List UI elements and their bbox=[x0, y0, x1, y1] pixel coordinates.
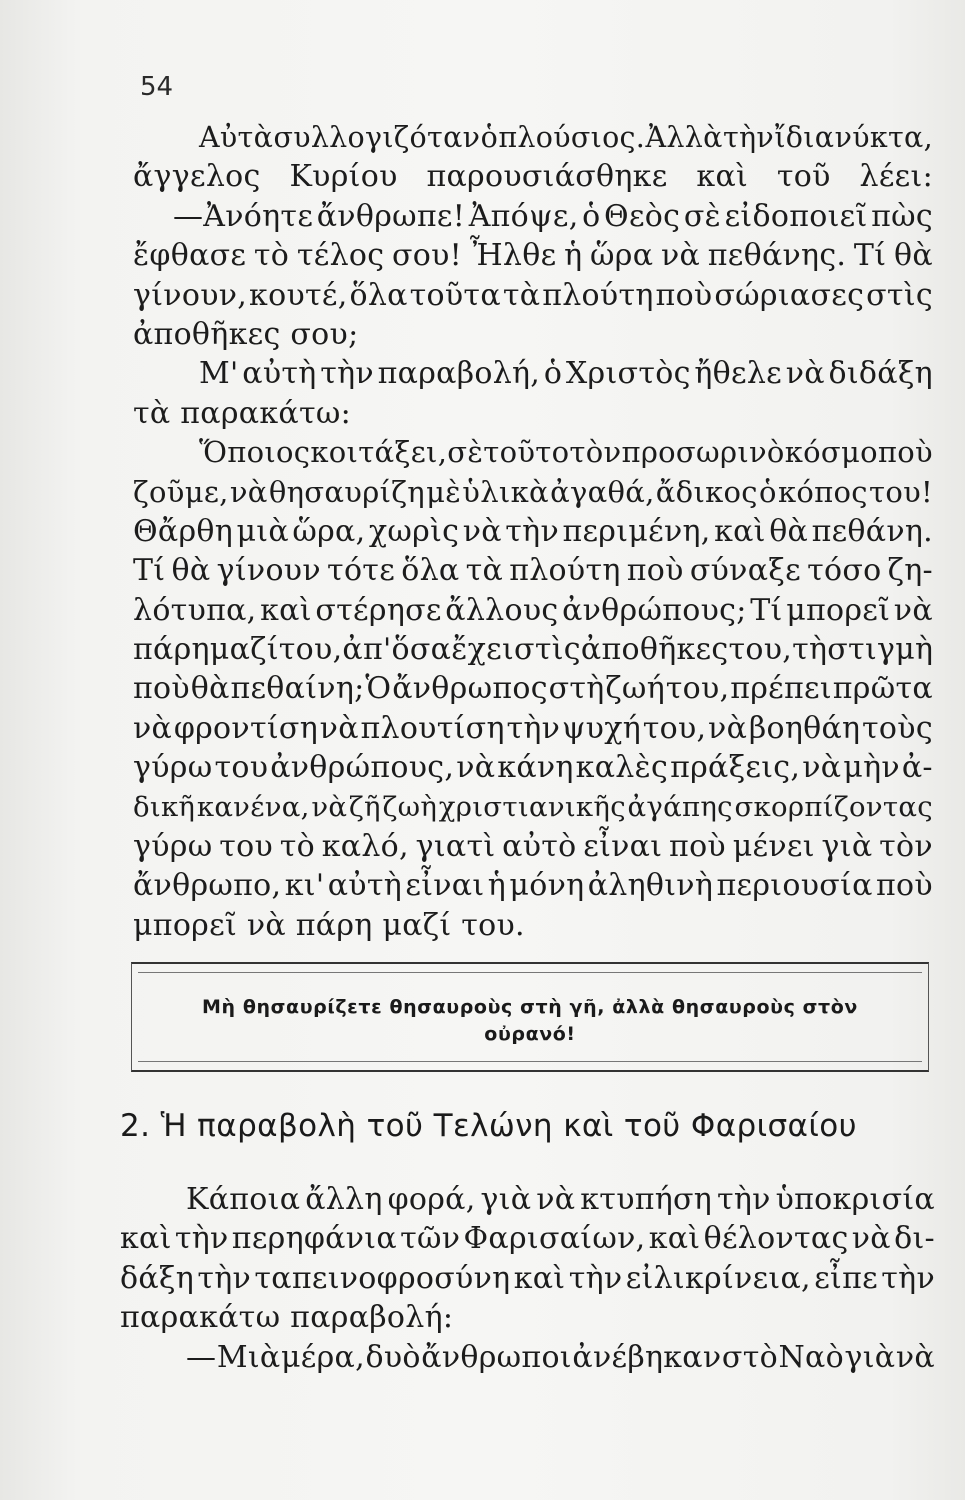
text-line: ἄγγελος Κυρίου παρουσιάσθηκε καὶ τοῦ λέει: bbox=[133, 159, 933, 195]
text-line: δικῆ κανένα, νὰ ζῆ ζωὴ χριστιανικῆς ἀγάπης σκορπίζοντας bbox=[133, 790, 933, 823]
text-line: —Ἀνόητε ἄνθρωπε! Ἀπόψε, ὁ Θεὸς σὲ εἰδοποιεῖ πὼς bbox=[173, 198, 933, 234]
text-line: λότυπα, καὶ στέρησε ἄλλους ἀνθρώπους; Τί μπορεῖ νὰ bbox=[133, 592, 933, 628]
text-line: ποὺ θὰ πεθαίνη; Ὁ ἄνθρωπος στὴ ζωή του, πρέπει πρῶτα bbox=[133, 671, 933, 707]
text-line: ζοῦμε, νὰ θησαυρίζη μὲ ὑλικὰ ἀγαθά, ἄδικος ὁ κόπος του! bbox=[133, 474, 933, 509]
page-number: 54 bbox=[140, 72, 174, 102]
text-line: παρακάτω παραβολή: bbox=[120, 1300, 454, 1336]
text-line: Μ' αὐτὴ τὴν παραβολή, ὁ Χριστὸς ἤθελε νὰ διδάξη bbox=[199, 356, 933, 392]
text-line: γύρω του ἀνθρώπους, νὰ κάνη καλὲς πράξεις, νὰ μὴν ἀ- bbox=[133, 750, 933, 786]
text-line: — Μιὰ μέρα, δυὸ ἄνθρωποι ἀνέβηκαν στὸ Ναὸ γιὰ νὰ bbox=[186, 1339, 935, 1375]
text-line: ἄνθρωπο, κι' αὐτὴ εἶναι ἡ μόνη ἀληθινὴ περιουσία ποὺ bbox=[133, 868, 933, 904]
text-line: Θἄρθη μιὰ ὥρα, χωρὶς νὰ τὴν περιμένη, καὶ θὰ πεθάνη. bbox=[133, 513, 933, 549]
section-heading: 2. Ἡ παραβολὴ τοῦ Τελώνη καὶ τοῦ Φαρισαίου bbox=[120, 1108, 857, 1144]
text-line: Ὅποιος κοιτάξει, σὲ τοῦτο τὸν προσωρινὸ κόσμο ποὺ bbox=[199, 435, 933, 470]
text-line: Τί θὰ γίνουν τότε ὅλα τὰ πλούτη ποὺ σύναξε τόσο ζη- bbox=[133, 553, 933, 589]
text-line: γίνουν, κουτέ, ὅλα τοῦτα τὰ πλούτη ποὺ σώριασες στὶς bbox=[133, 277, 933, 313]
text-line: δάξη τὴν ταπεινοφροσύνη καὶ τὴν εἰλικρίνεια, εἶπε τὴν bbox=[120, 1260, 935, 1296]
text-line: μπορεῖ νὰ πάρη μαζί του. bbox=[133, 907, 525, 943]
text-line: νὰ φροντίση νὰ πλουτίση τὴν ψυχή του, νὰ βοηθάη τοὺς bbox=[133, 710, 933, 746]
text-line: ἔφθασε τὸ τέλος σου! Ἦλθε ἡ ὥρα νὰ πεθάνης. Τί θὰ bbox=[133, 238, 933, 274]
text-line: Αὐτὰ συλλογιζόταν ὁ πλούσιος. Ἀλλὰ τὴν ἴδια νύκτα, bbox=[199, 121, 933, 154]
text-line: πάρη μαζί του, ἀπ' ὅσα ἔχει στὶς ἀποθῆκες του, τὴ στιγμὴ bbox=[133, 632, 934, 668]
text-line: γύρω του τὸ καλό, γιατὶ αὐτὸ εἶναι ποὺ μένει γιὰ τὸν bbox=[133, 829, 933, 865]
text-line: καὶ τὴν περηφάνια τῶν Φαρισαίων, καὶ θέλοντας νὰ δι- bbox=[120, 1221, 935, 1257]
scripture-callout-box bbox=[131, 962, 929, 1072]
text-line: ἀποθῆκες σου; bbox=[133, 316, 359, 352]
callout-text: Μὴ θησαυρίζετε θησαυροὺς στὴ γῆ, ἀλλὰ θησαυροὺς στὸν οὐρανό! bbox=[202, 996, 858, 1045]
text-line: Κάποια ἄλλη φορά, γιὰ νὰ κτυπήση τὴν ὑποκρισία bbox=[186, 1182, 935, 1217]
text-line: τὰ παρακάτω: bbox=[133, 395, 352, 431]
main-text bbox=[133, 118, 933, 945]
section-text bbox=[120, 1180, 935, 1377]
